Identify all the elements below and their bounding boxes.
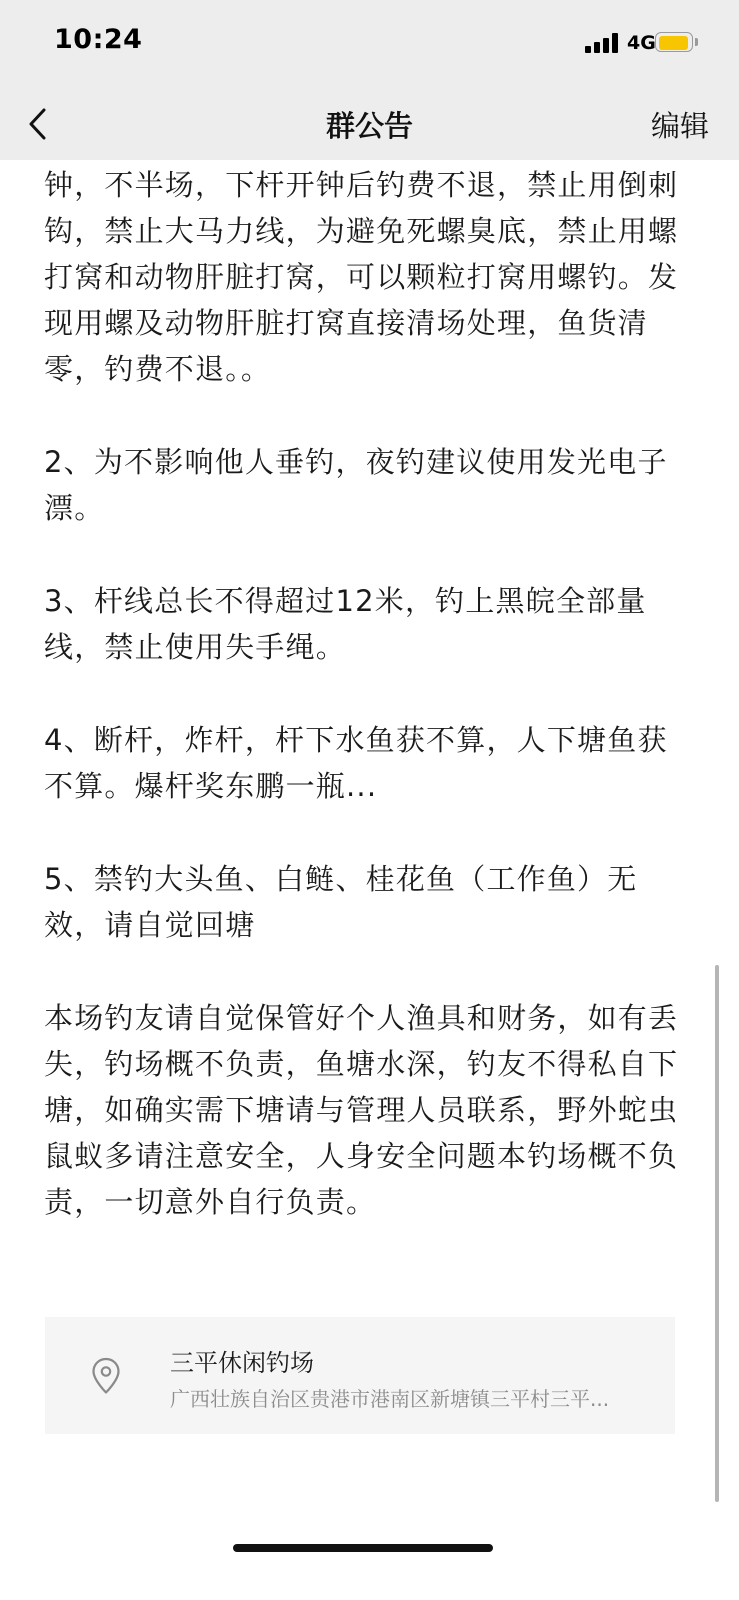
battery-icon	[655, 32, 701, 54]
location-address: 广西壮族自治区贵港市港南区新塘镇三平村三平...	[170, 1387, 610, 1411]
announcement-body	[44, 162, 684, 1225]
page-title: 群公告	[325, 109, 413, 143]
announcement-paragraph: 2、为不影响他人垂钓，夜钓建议使用发光电子漂。	[44, 445, 668, 525]
announcement-paragraph: 钟，不半场，下杆开钟后钓费不退，禁止用倒刺钩，禁止大马力线，为避免死螺臭底，禁止用螺打窝和动物肝脏打窝，可以颗粒打窝用螺钓。发现用螺及动物肝脏打窝直接清场处理，鱼货清零，钓费不退。。	[44, 168, 679, 386]
location-pin-icon	[91, 1357, 121, 1395]
home-indicator[interactable]	[233, 1544, 493, 1552]
announcement-paragraph: 3、杆线总长不得超过12米，钓上黑皖全部量线，禁止使用失手绳。	[44, 584, 647, 664]
location-name: 三平休闲钓场	[170, 1349, 314, 1377]
signal-bars-icon	[585, 33, 619, 53]
location-card[interactable]	[45, 1317, 675, 1434]
status-time: 10:24	[54, 24, 143, 55]
status-bar	[0, 0, 739, 88]
edit-button[interactable]: 编辑	[650, 109, 709, 143]
announcement-paragraph: 5、禁钓大头鱼、白鲢、桂花鱼（工作鱼）无效，请自觉回塘	[44, 862, 638, 942]
network-type: 4G	[627, 32, 656, 54]
announcement-paragraph: 本场钓友请自觉保管好个人渔具和财务，如有丢失，钓场概不负责，鱼塘水深，钓友不得私自下塘，如确实需下塘请与管理人员联系，野外蛇虫鼠蚁多请注意安全，人身安全问题本钓场概不负责，一切意外自行负责。	[44, 1001, 679, 1219]
nav-bar	[0, 88, 739, 160]
announcement-paragraph: 4、断杆，炸杆，杆下水鱼获不算，人下塘鱼获不算。爆杆奖东鹏一瓶...	[44, 723, 668, 803]
scrollbar[interactable]	[715, 965, 719, 1502]
